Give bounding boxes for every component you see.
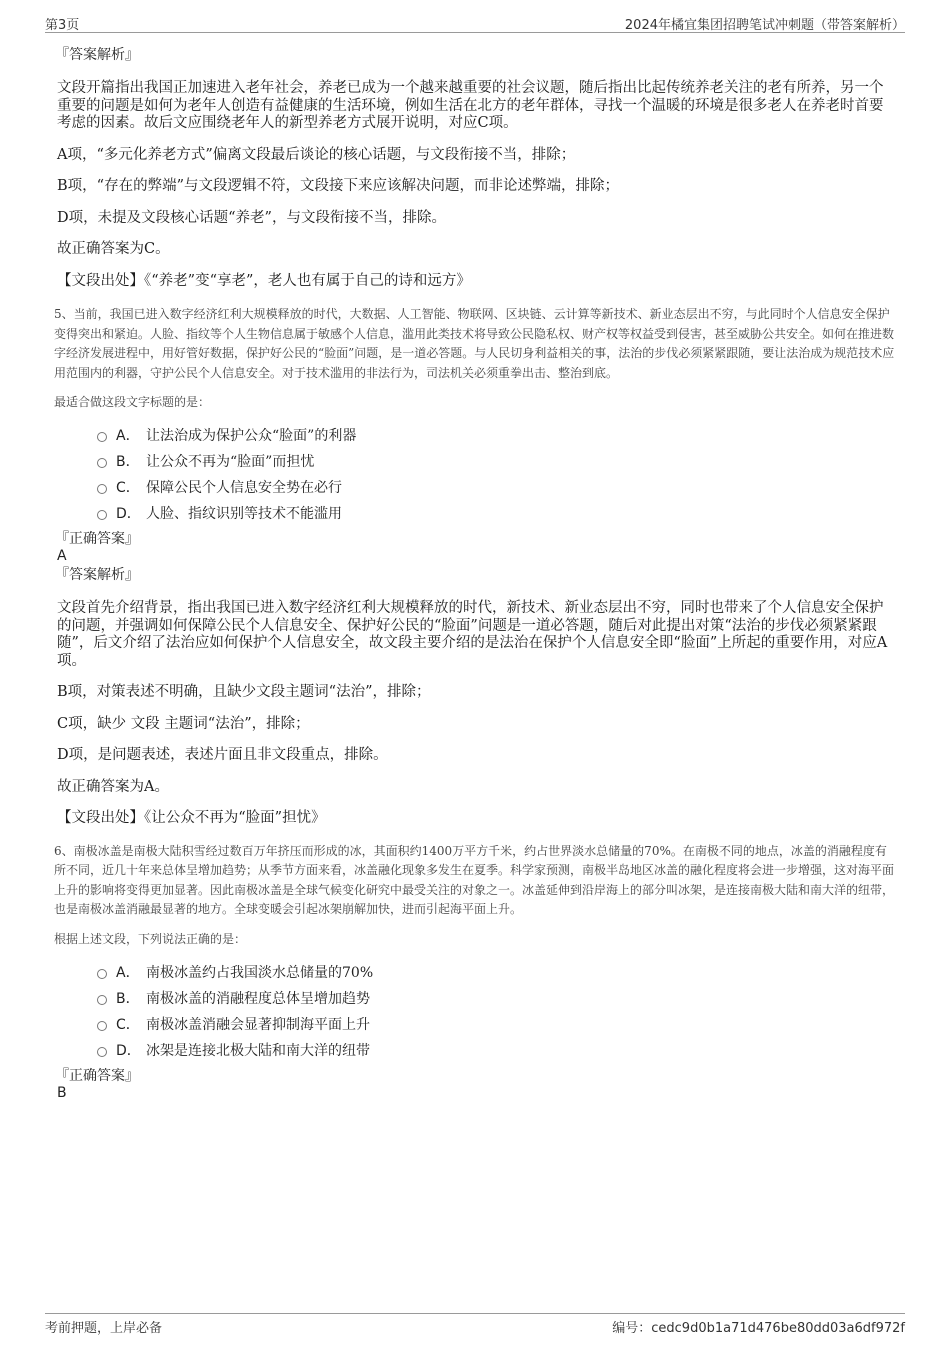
document-code: 编号：cedc9d0b1a71d476be80dd03a6df972f bbox=[612, 1321, 905, 1336]
question-6-passage: 6、南极冰盖是南极大陆积雪经过数百万年挤压而形成的冰，其面积约1400万平方千米，约占世界淡水总储量的70%。在南极不同的地点，冰盖的消融程度有所不同，近几十年来总体呈增加趋势；从季节方面来看，冰盖融化现象多发生在夏季。科学家预测，南极半岛地区冰盖的融化程度将会进一步增强，这对海平面上升的影响将变得更加显著。因此南极冰盖是全球气候变化研究中最受关注的对象之一。冰盖延伸到沿岸海上的部分叫冰架，是连接南极大陆和南大洋的纽带，也是南极冰盖消融最显著的地方。全球变暖会引起冰架崩解加快，进而引起海平面上升。 bbox=[54, 843, 895, 916]
question-5-option-b[interactable]: B． 让公众不再为“脸面”而担忧 bbox=[97, 448, 895, 474]
question-5-passage: 5、当前，我国已进入数字经济红利大规模释放的时代，大数据、人工智能、物联网、区块链、云计算等新技术、新业态层出不穷，与此同时个人信息安全保护变得突出和紧迫。人脸、指纹等个人生物信息属于敏感个人信息，滥用此类技术将导致公民隐私权、财产权等权益受到侵害，甚至威胁公共安全。如何在推进数字经济发展进程中，用好管好数据，保护好公民的“脸面”问题，是一道必答题。与人民切身利益相关的事，法治的步伐必须紧紧跟随，要让法治成为规范技术应用范围内的利器，守护公民个人信息安全。对于技术滥用的非法行为，司法机关必须重拳出击、整治到底。 bbox=[54, 307, 895, 380]
analysis-option-b-q5: B项，对策表述不明确，且缺少文段主题词“法治”，排除； bbox=[57, 684, 431, 700]
radio-icon[interactable] bbox=[97, 969, 107, 979]
analysis-option-d-q5: D项，是问题表述，表述片面且非文段重点，排除。 bbox=[57, 747, 388, 763]
source-q4: 【文段出处】《“养老”变“享老”，老人也有属于自己的诗和远方》 bbox=[57, 272, 471, 289]
correct-answer-q5: A bbox=[57, 548, 67, 564]
page-header bbox=[45, 14, 905, 33]
page-content bbox=[54, 46, 895, 1101]
radio-icon[interactable] bbox=[97, 458, 107, 468]
question-5-option-a[interactable]: A． 让法治成为保护公众“脸面”的利器 bbox=[97, 422, 895, 448]
conclusion-q5: 故正确答案为A。 bbox=[57, 778, 169, 795]
radio-icon[interactable] bbox=[97, 1047, 107, 1057]
analysis-option-b-q4: B项，“存在的弊端”与文段逻辑不符，文段接下来应该解决问题，而非论述弊端，排除； bbox=[57, 178, 619, 194]
radio-icon[interactable] bbox=[97, 432, 107, 442]
radio-icon[interactable] bbox=[97, 484, 107, 494]
footer-slogan: 考前押题，上岸必备 bbox=[45, 1321, 163, 1336]
analysis-paragraph-q5: 文段首先介绍背景，指出我国已进入数字经济红利大规模释放的时代，新技术、新业态层出不穷，同时也带来了个人信息安全保护的问题，并强调如何保障公民个人信息安全、保护好公民的“脸面”问题是一道必答题，随后对此提出对策“法治的步伐必须紧紧跟随”，后文介绍了法治应如何保护个人信息安全，故文段主要介绍的是法治在保护个人信息安全即“脸面”上所起的重要作用，对应A项。 bbox=[57, 600, 888, 669]
radio-icon[interactable] bbox=[97, 1021, 107, 1031]
question-5-prompt: 最适合做这段文字标题的是： bbox=[54, 395, 211, 409]
question-6-option-a[interactable]: A． 南极冰盖约占我国淡水总储量的70% bbox=[97, 959, 895, 985]
page-number: 第3页 bbox=[45, 18, 80, 33]
document-title: 2024年橘宜集团招聘笔试冲刺题（带答案解析） bbox=[624, 18, 905, 33]
conclusion-q4: 故正确答案为C。 bbox=[57, 241, 170, 257]
analysis-label-q4: 『答案解析』 bbox=[55, 47, 139, 63]
analysis-paragraph-q4: 文段开篇指出我国正加速进入老年社会，养老已成为一个越来越重要的社会议题，随后指出比起传统养老关注的老有所养，另一个重要的问题是如何为老年人创造有益健康的生活环境，例如生活在北方的老年群体，寻找一个温暖的环境是很多老人在养老时首要考虑的因素。故后文应围绕老年人的新型养老方式展开说明，对应C项。 bbox=[57, 80, 884, 131]
analysis-label-q5: 『答案解析』 bbox=[55, 567, 139, 583]
source-q5: 【文段出处】《让公众不再为“脸面”担忧》 bbox=[57, 810, 326, 826]
question-5-options bbox=[97, 422, 895, 526]
analysis-option-d-q4: D项，未提及文段核心话题“养老”，与文段衔接不当，排除。 bbox=[57, 209, 446, 226]
question-6-options bbox=[97, 959, 895, 1063]
correct-answer-label-q5: 『正确答案』 bbox=[55, 531, 139, 547]
question-6-option-b[interactable]: B． 南极冰盖的消融程度总体呈增加趋势 bbox=[97, 985, 895, 1011]
radio-icon[interactable] bbox=[97, 510, 107, 520]
question-6-prompt: 根据上述文段，下列说法正确的是： bbox=[54, 931, 247, 946]
correct-answer-q6: B bbox=[57, 1084, 67, 1101]
question-6-option-c[interactable]: C． 南极冰盖消融会显著抑制海平面上升 bbox=[97, 1011, 895, 1037]
page-footer bbox=[45, 1313, 905, 1334]
question-5-option-d[interactable]: D． 人脸、指纹识别等技术不能滥用 bbox=[97, 500, 895, 526]
question-6-option-d[interactable]: D． 冰架是连接北极大陆和南大洋的纽带 bbox=[97, 1037, 895, 1063]
question-5-option-c[interactable]: C． 保障公民个人信息安全势在必行 bbox=[97, 474, 895, 500]
analysis-option-a-q4: A项，“多元化养老方式”偏离文段最后谈论的核心话题，与文段衔接不当，排除； bbox=[57, 146, 576, 163]
analysis-option-c-q5: C项，缺少 文段 主题词“法治”，排除； bbox=[57, 715, 310, 732]
radio-icon[interactable] bbox=[97, 995, 107, 1005]
correct-answer-label-q6: 『正确答案』 bbox=[55, 1067, 139, 1084]
